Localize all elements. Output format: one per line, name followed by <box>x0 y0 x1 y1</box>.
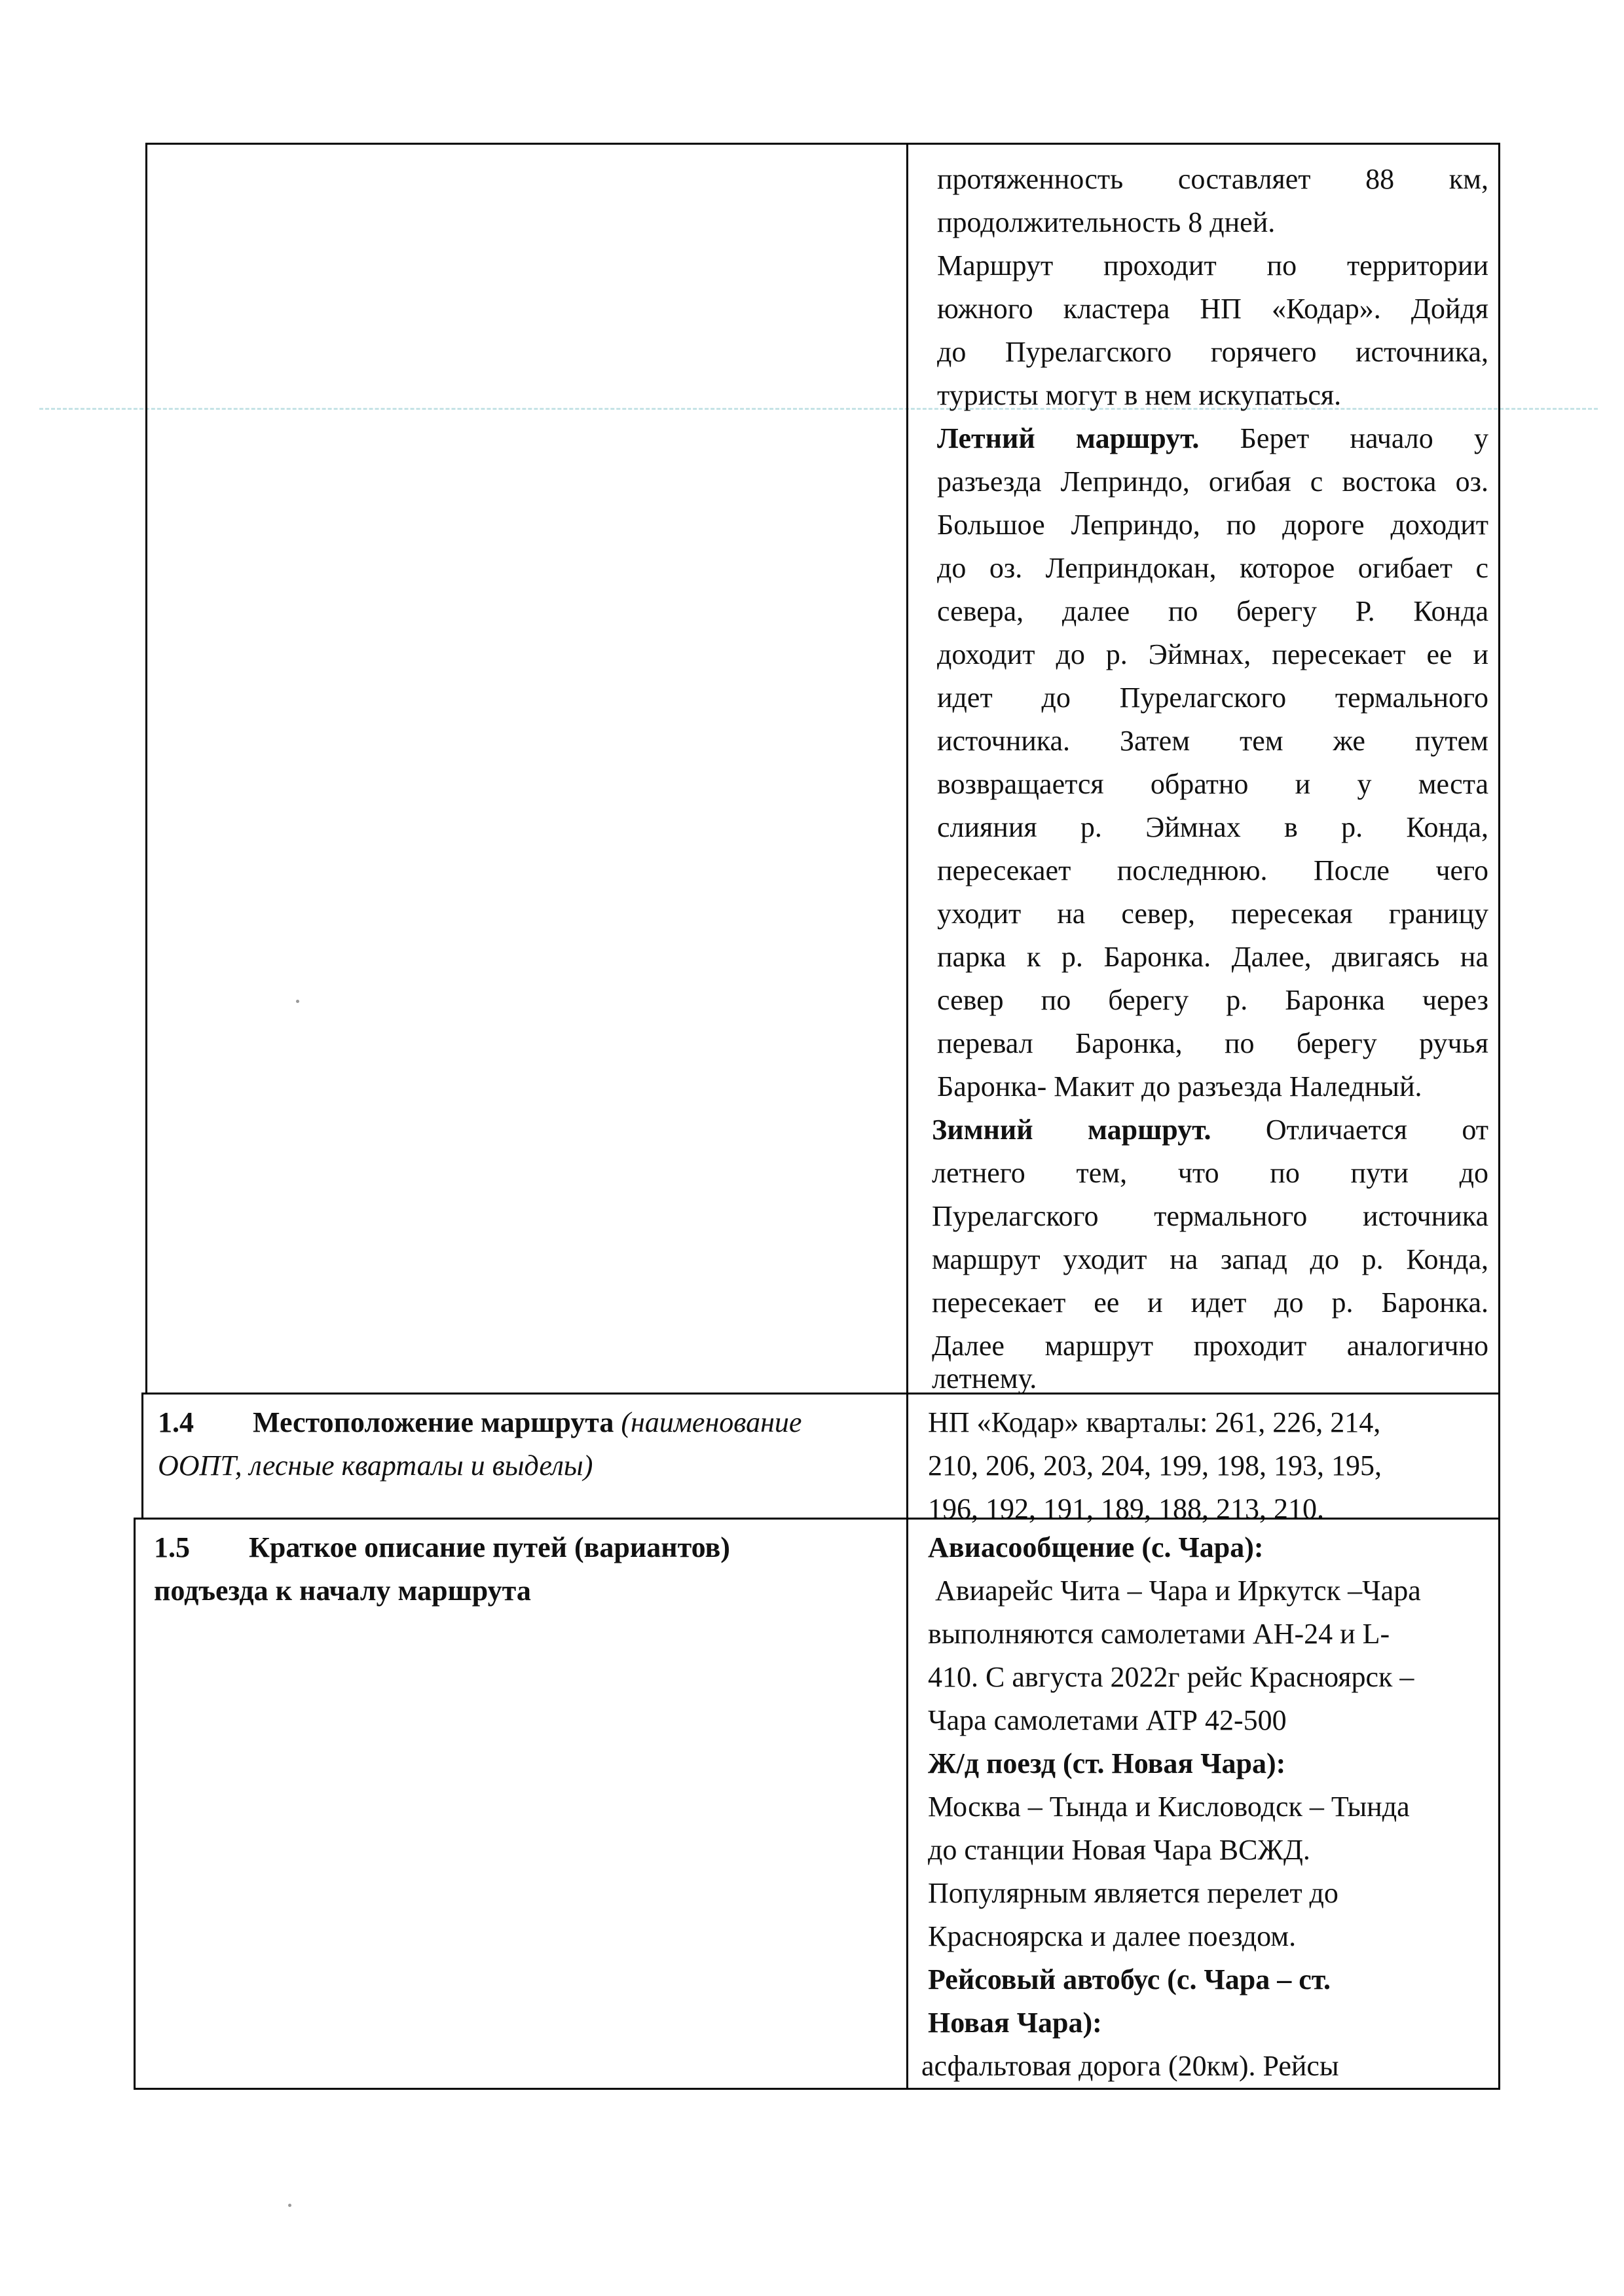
rail-line: Популярным является перелет до <box>928 1877 1338 1909</box>
bus-line: асфальтовая дорога (20км). Рейсы <box>921 2050 1339 2082</box>
winter-route-first-line <box>932 1108 1488 1152</box>
route-length-line: протяженность составляет 88 км, <box>937 163 1488 195</box>
air-line: выполняются самолетами АН-24 и L- <box>928 1618 1390 1650</box>
section-number: 1.4 <box>158 1406 194 1438</box>
route-description-line: Маршрут проходит по территории <box>937 249 1488 282</box>
rail-line: Красноярска и далее поездом. <box>928 1920 1297 1952</box>
section-title: Местоположение маршрута <box>253 1406 614 1438</box>
summer-route-line: источника. Затем тем же путем <box>937 725 1488 757</box>
rail-line: Москва – Тында и Кисловодск – Тында <box>928 1791 1410 1823</box>
section-1-5-title <box>154 1526 900 1569</box>
summer-route-line: разъезда Леприндо, огибая с востока оз. <box>937 465 1488 498</box>
route-description-line: до Пурелагского горячего источника, <box>937 336 1488 368</box>
summer-route-line: слияния р. Эймнах в р. Конда, <box>937 811 1488 843</box>
row1-right-cell <box>906 143 1500 1394</box>
rail-heading: Ж/д поезд (ст. Новая Чара): <box>928 1747 1286 1779</box>
route-duration-line: продолжительность 8 дней. <box>937 206 1276 238</box>
air-line: 410. С августа 2022г рейс Красноярск – <box>928 1661 1414 1693</box>
winter-route-line: летнему. <box>932 1362 1037 1394</box>
location-line: НП «Кодар» кварталы: 261, 226, 214, <box>928 1406 1381 1438</box>
summer-route-line: уходит на север, пересекая границу <box>937 898 1488 930</box>
scan-speck <box>288 2204 291 2207</box>
row2-right-cell <box>906 1393 1500 1525</box>
summer-route-line: север по берегу р. Баронка через <box>937 984 1488 1016</box>
summer-route-text: Берет начало у <box>1199 422 1488 454</box>
row3-right-cell <box>906 1518 1500 2090</box>
winter-route-line: Пурелагского термального источника <box>932 1200 1488 1232</box>
section-number: 1.5 <box>154 1531 190 1563</box>
section-1-5-title-line2: подъезда к началу маршрута <box>154 1575 531 1607</box>
section-1-4-title <box>158 1401 898 1444</box>
winter-route-heading: Зимний маршрут. <box>932 1114 1211 1146</box>
winter-route-line: маршрут уходит на запад до р. Конда, <box>932 1243 1488 1275</box>
summer-route-line: парка к р. Баронка. Далее, двигаясь на <box>937 941 1488 973</box>
air-line: Авиарейс Чита – Чара и Иркутск –Чара <box>928 1575 1421 1607</box>
bus-heading-line2: Новая Чара): <box>928 2007 1102 2039</box>
winter-route-line: Далее маршрут проходит аналогично <box>932 1330 1488 1362</box>
section-title-note: (наименование <box>621 1406 802 1438</box>
summer-route-line: севера, далее по берегу Р. Конда <box>937 595 1488 627</box>
row3-left-cell <box>134 1518 908 2090</box>
summer-route-line: возвращается обратно и у места <box>937 768 1488 800</box>
air-line: Чара самолетами АТР 42-500 <box>928 1704 1287 1736</box>
row2-left-cell <box>141 1393 908 1520</box>
winter-route-text: Отличается от <box>1211 1114 1488 1146</box>
summer-route-line: Большое Леприндо, по дороге доходит <box>937 509 1488 541</box>
location-line: 196, 192, 191, 189, 188, 213, 210. <box>928 1493 1324 1525</box>
summer-route-line: Баронка- Макит до разъезда Наледный. <box>937 1070 1422 1102</box>
summer-route-first-line <box>937 417 1488 460</box>
winter-route-line: пересекает ее и идет до р. Баронка. <box>932 1286 1488 1319</box>
bus-heading: Рейсовый автобус (с. Чара – ст. <box>928 1963 1331 1995</box>
section-title: Краткое описание путей (вариантов) <box>249 1531 730 1563</box>
location-line: 210, 206, 203, 204, 199, 198, 193, 195, <box>928 1449 1382 1482</box>
summer-route-line: пересекает последнюю. После чего <box>937 854 1488 886</box>
rail-line: до станции Новая Чара ВСЖД. <box>928 1834 1310 1866</box>
summer-route-line: перевал Баронка, по берегу ручья <box>937 1027 1488 1059</box>
route-description-line: южного кластера НП «Кодар». Дойдя <box>937 293 1488 325</box>
route-description-line: туристы могут в нем искупаться. <box>937 379 1342 411</box>
summer-route-line: идет до Пурелагского термального <box>937 682 1488 714</box>
section-1-4-note-line: ООПТ, лесные кварталы и выделы) <box>158 1449 593 1482</box>
row1-left-cell <box>145 143 908 1394</box>
summer-route-line: доходит до р. Эймнах, пересекает ее и <box>937 638 1488 670</box>
summer-route-line: до оз. Леприндокан, которое огибает с <box>937 552 1488 584</box>
winter-route-line: летнего тем, что по пути до <box>932 1157 1488 1189</box>
summer-route-heading: Летний маршрут. <box>937 422 1200 454</box>
air-heading: Авиасообщение (с. Чара): <box>928 1531 1264 1563</box>
